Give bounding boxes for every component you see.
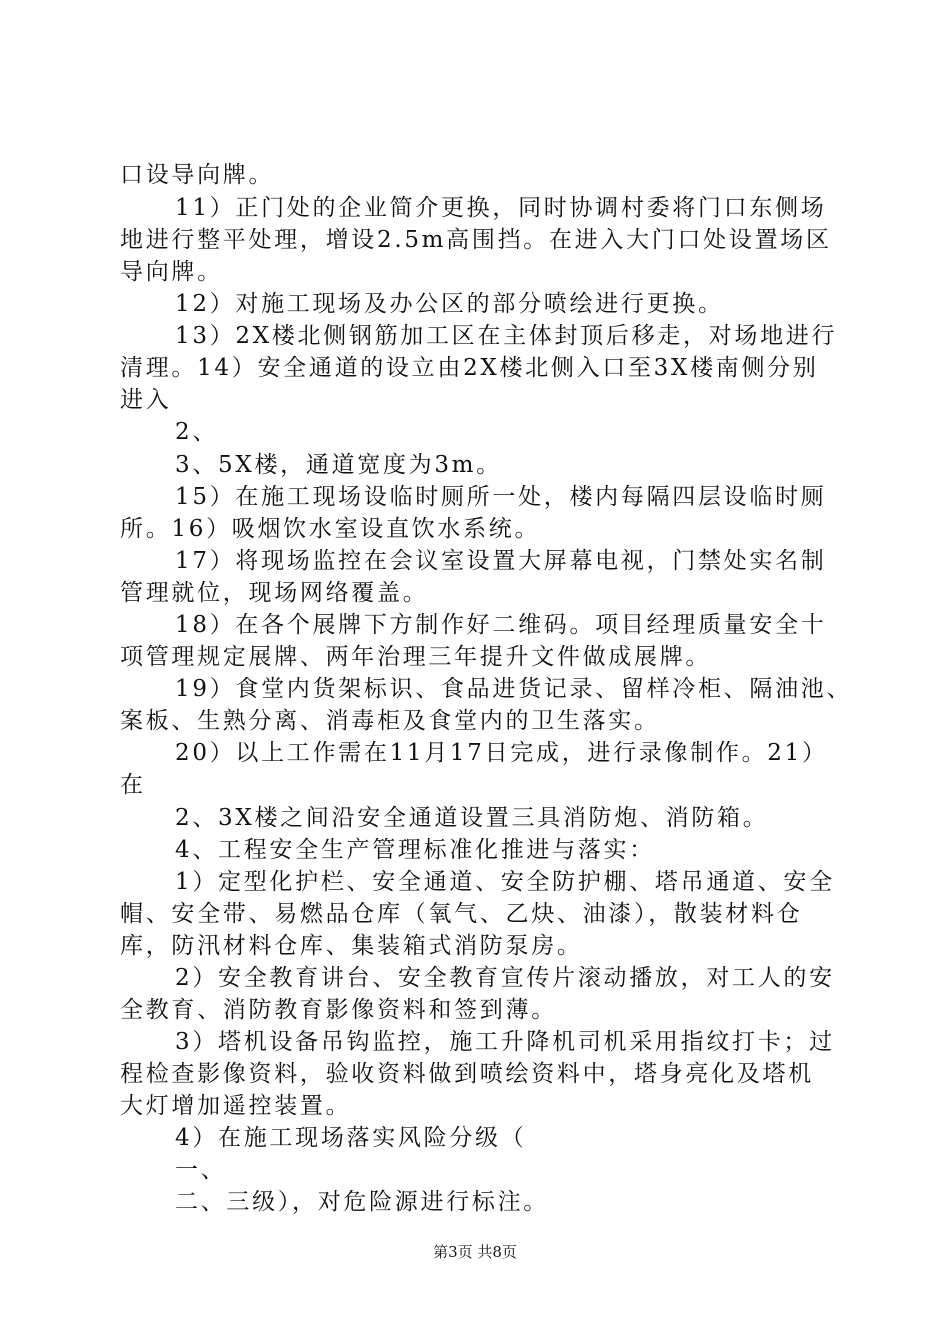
text-line: 地进行整平处理，增设2.5m高围挡。在进入大门口处设置场区 bbox=[120, 227, 832, 253]
text-line: 3、5X楼，通道宽度为3m。 bbox=[175, 452, 502, 478]
text-line: 项管理规定展牌、两年治理三年提升文件做成展牌。 bbox=[120, 644, 712, 670]
text-line: 一、 bbox=[175, 1157, 227, 1183]
text-line: 18）在各个展牌下方制作好二维码。项目经理质量安全十 bbox=[175, 612, 827, 638]
text-line: 12）对施工现场及办公区的部分喷绘进行更换。 bbox=[175, 291, 724, 317]
text-line: 11）正门处的企业简介更换，同时协调村委将门口东侧场 bbox=[175, 195, 827, 221]
text-line: 4）在施工现场落实风险分级（ bbox=[175, 1125, 527, 1151]
text-line: 全教育、消防教育影像资料和签到薄。 bbox=[120, 997, 557, 1023]
text-line: 20）以上工作需在11月17日完成，进行录像制作。21） bbox=[175, 740, 828, 766]
text-line: 4、工程安全生产管理标准化推进与落实： bbox=[175, 837, 655, 863]
text-line: 案板、生熟分离、消毒柜及食堂内的卫生落实。 bbox=[120, 708, 660, 734]
text-line: 程检查影像资料，验收资料做到喷绘资料中，塔身亮化及塔机 bbox=[120, 1061, 814, 1087]
text-line: 清理。14）安全通道的设立由2X楼北侧入口至3X楼南侧分别 bbox=[120, 355, 819, 381]
text-line: 库，防汛材料仓库、集装箱式消防泵房。 bbox=[120, 933, 583, 959]
text-line: 导向牌。 bbox=[120, 259, 223, 285]
text-line: 1）定型化护栏、安全通道、安全防护棚、塔吊通道、安全 bbox=[175, 869, 835, 895]
text-line: 管理就位，现场网络覆盖。 bbox=[120, 580, 429, 606]
text-line: 所。16）吸烟饮水室设直饮水系统。 bbox=[120, 516, 541, 542]
text-line: 19）食堂内货架标识、食品进货记录、留样冷柜、隔油池、 bbox=[175, 676, 853, 702]
page-footer: 第3页 共8页 bbox=[433, 1243, 517, 1261]
text-line: 2）安全教育讲台、安全教育宣传片滚动播放，对工人的安 bbox=[175, 965, 835, 991]
text-line: 口设导向牌。 bbox=[120, 162, 275, 188]
text-line: 2、3X楼之间沿安全通道设置三具消防炮、消防箱。 bbox=[175, 805, 769, 831]
text-line: 帽、安全带、易燃品仓库（氧气、乙炔、油漆），散装材料仓 bbox=[120, 901, 803, 927]
text-line: 二、三级），对危险源进行标注。 bbox=[175, 1189, 549, 1215]
text-line: 13）2X楼北侧钢筋加工区在主体封顶后移走，对场地进行 bbox=[175, 323, 838, 349]
text-line: 17）将现场监控在会议室设置大屏幕电视，门禁处实名制 bbox=[175, 548, 827, 574]
text-line: 大灯增加遥控装置。 bbox=[120, 1093, 352, 1119]
text-line: 2、 bbox=[175, 419, 219, 445]
text-line: 在 bbox=[120, 772, 146, 798]
text-line: 15）在施工现场设临时厕所一处，楼内每隔四层设临时厕 bbox=[175, 484, 827, 510]
text-line: 进入 bbox=[120, 387, 172, 413]
text-line: 3）塔机设备吊钩监控，施工升降机司机采用指纹打卡；过 bbox=[175, 1029, 835, 1055]
